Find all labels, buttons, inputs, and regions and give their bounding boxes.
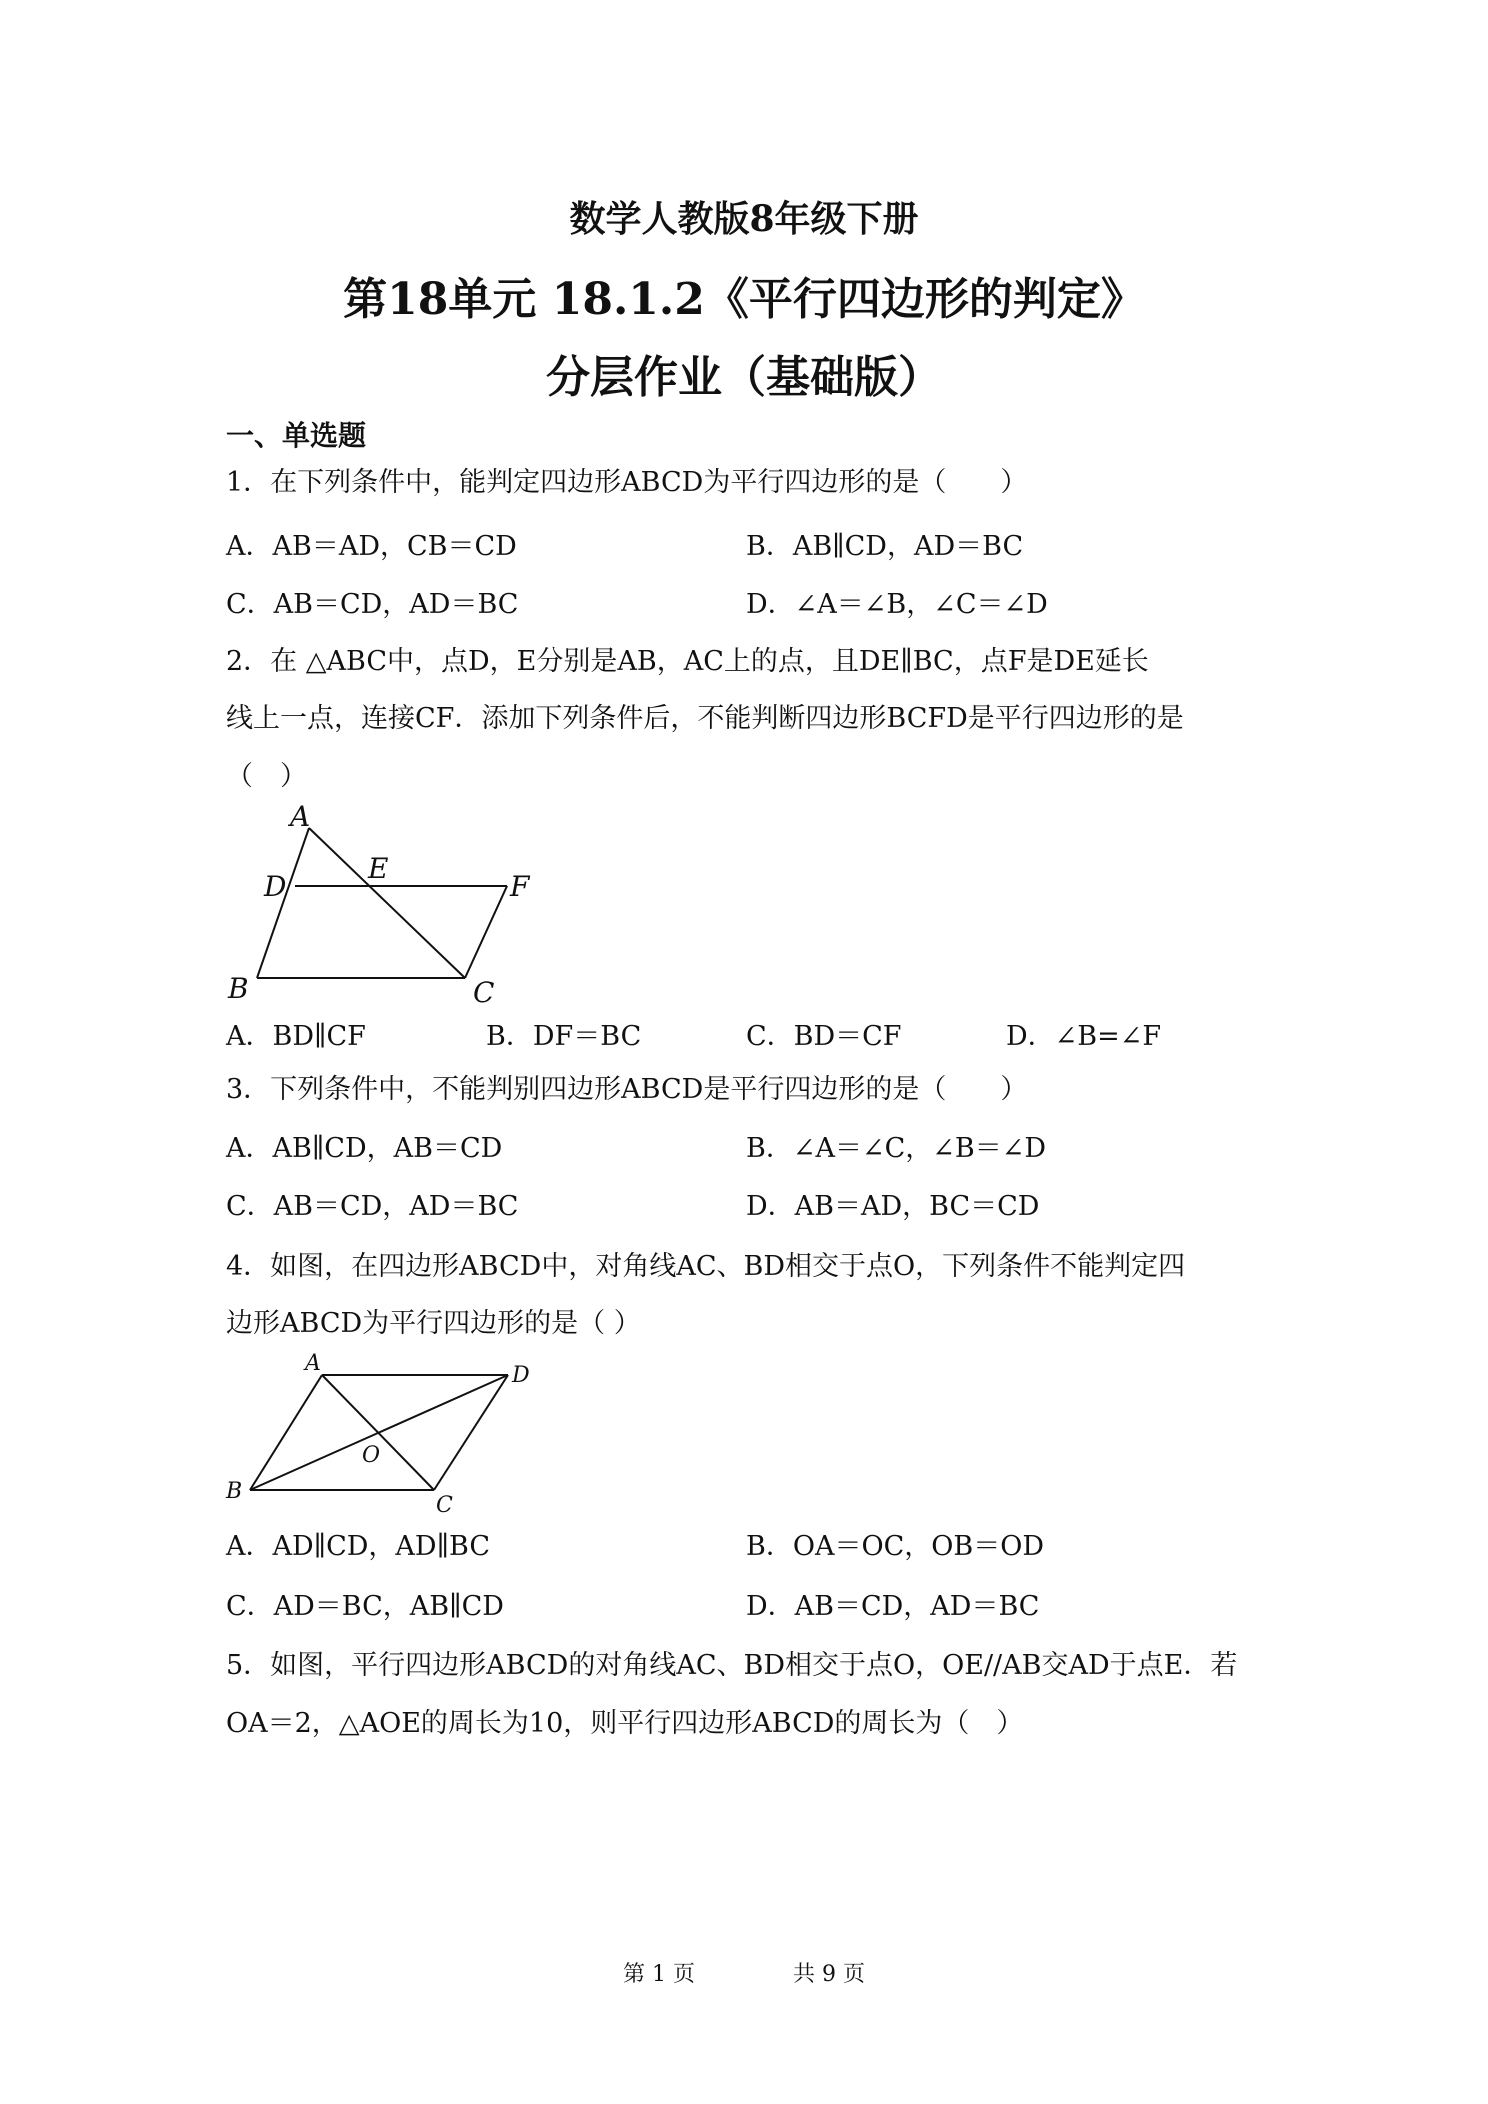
q3-stem: 3．下列条件中，不能判别四边形ABCD是平行四边形的是（ ）: [226, 1074, 1028, 1105]
segment-cf: [465, 886, 507, 978]
label-b: B: [228, 972, 249, 1005]
page-footer: [0, 1958, 1488, 1992]
label-b: B: [226, 1479, 243, 1504]
q5-stem-line2: OA＝2，△AOE的周长为10，则平行四边形ABCD的周长为（ ）: [226, 1708, 1024, 1739]
q2-option-c: C．BD＝CF: [746, 1021, 902, 1052]
segment-ac: [309, 828, 465, 978]
q2-stem-line1: 2．在 △ABC中，点D，E分别是AB，AC上的点，且DE∥BC，点F是DE延长: [226, 646, 1149, 677]
diagonal-bd: [250, 1375, 508, 1490]
q2-option-d: D．∠B=∠F: [1006, 1021, 1162, 1052]
q1-option-d: D．∠A＝∠B，∠C＝∠D: [746, 589, 1048, 620]
label-e: E: [368, 852, 389, 885]
label-o: O: [362, 1443, 381, 1468]
label-d: D: [264, 870, 287, 903]
q4-option-c: C．AD＝BC，AB∥CD: [226, 1591, 504, 1622]
q1-stem: 1．在下列条件中，能判定四边形ABCD为平行四边形的是（ ）: [226, 467, 1028, 498]
label-d: D: [512, 1363, 530, 1388]
label-a: A: [290, 800, 311, 833]
q1-option-c: C．AB＝CD，AD＝BC: [226, 589, 519, 620]
q1-option-b: B．AB∥CD，AD＝BC: [746, 531, 1024, 562]
q3-option-a: A．AB∥CD，AB＝CD: [226, 1133, 503, 1164]
label-f: F: [510, 870, 530, 903]
q1-option-a: A．AB＝AD，CB＝CD: [226, 531, 517, 562]
doc-title-line1: 数学人教版8年级下册: [569, 198, 919, 240]
q4-stem-line1: 4．如图，在四边形ABCD中，对角线AC、BD相交于点O，下列条件不能判定四: [226, 1251, 1186, 1282]
page-number: 第 1 页: [623, 1962, 695, 1987]
doc-title-line2: 第18单元 18.1.2《平行四边形的判定》: [343, 274, 1145, 325]
section-heading: 一、单选题: [226, 419, 367, 452]
q3-option-b: B．∠A＝∠C，∠B＝∠D: [746, 1133, 1046, 1164]
q4-figure: [220, 1350, 550, 1520]
q3-option-d: D．AB＝AD，BC＝CD: [746, 1191, 1040, 1222]
label-a: A: [305, 1351, 321, 1376]
label-c: C: [436, 1493, 453, 1518]
q4-option-b: B．OA＝OC，OB＝OD: [746, 1531, 1045, 1562]
q2-stem-line3: （ ）: [226, 761, 307, 792]
q2-option-b: B．DF＝BC: [486, 1021, 642, 1052]
q2-option-a: A．BD∥CF: [226, 1021, 366, 1052]
label-c: C: [473, 976, 495, 1009]
q4-option-a: A．AD∥CD，AD∥BC: [226, 1531, 491, 1562]
segment-ab: [250, 1375, 322, 1490]
q5-stem-line1: 5．如图，平行四边形ABCD的对角线AC、BD相交于点O，OE//AB交AD于点E．若: [226, 1650, 1238, 1681]
q4-option-d: D．AB＝CD，AD＝BC: [746, 1591, 1040, 1622]
segment-ab: [257, 828, 309, 978]
q4-stem-line2: 边形ABCD为平行四边形的是（ ）: [226, 1308, 641, 1339]
q2-stem-line2: 线上一点，连接CF．添加下列条件后，不能判断四边形BCFD是平行四边形的是: [226, 703, 1184, 734]
page-total: 共 9 页: [793, 1962, 865, 1987]
q2-figure: [220, 800, 550, 1010]
q3-option-c: C．AB＝CD，AD＝BC: [226, 1191, 519, 1222]
doc-title-line3: 分层作业（基础版）: [546, 352, 942, 403]
